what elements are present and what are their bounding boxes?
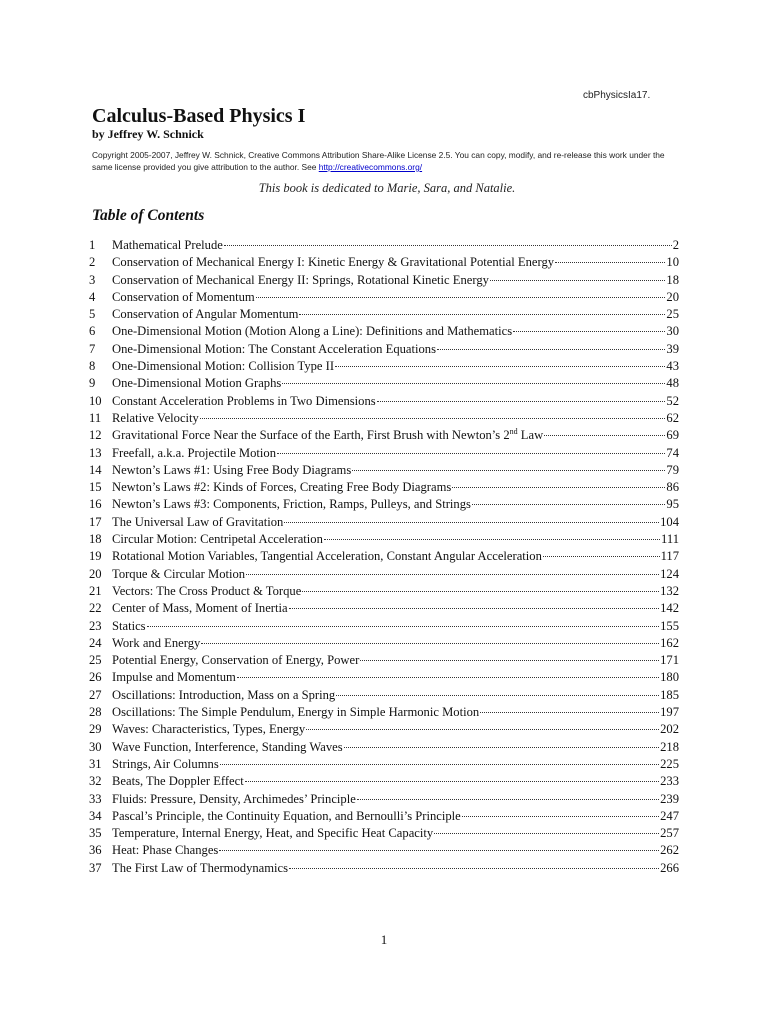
creative-commons-link[interactable]: http://creativecommons.org/	[318, 162, 423, 172]
toc-entry-number: 32	[89, 774, 102, 789]
toc-entry-title: Oscillations: Introduction, Mass on a Spring	[112, 687, 336, 702]
toc-dot-leader	[544, 435, 665, 436]
toc-entry-page: 86	[666, 480, 679, 495]
toc-dot-leader	[200, 418, 666, 419]
toc-entry-title: Newton’s Laws #3: Components, Friction, Ramps, Pulleys, and Strings	[112, 497, 471, 512]
toc-entry[interactable]	[89, 808, 679, 825]
toc-entry-number: 3	[89, 272, 96, 287]
toc-entry-number: 18	[89, 532, 102, 547]
toc-entry-title: Heat: Phase Changes	[112, 843, 219, 858]
toc-entry-page: 142	[660, 601, 679, 616]
toc-entry[interactable]	[89, 687, 679, 704]
toc-dot-leader	[344, 747, 659, 748]
toc-entry-page: 257	[660, 826, 679, 841]
toc-entry[interactable]	[89, 358, 679, 375]
toc-entry-title: Vectors: The Cross Product & Torque	[112, 583, 302, 598]
toc-entry-title: Statics	[112, 618, 146, 633]
toc-entry-number: 2	[89, 255, 96, 270]
toc-dot-leader	[299, 314, 665, 315]
toc-entry-page: 233	[660, 774, 679, 789]
toc-entry[interactable]	[89, 531, 679, 548]
toc-dot-leader	[306, 729, 659, 730]
document-id: cbPhysicsIa17.	[583, 90, 651, 101]
toc-entry-page: 202	[660, 722, 679, 737]
toc-entry-number: 14	[89, 462, 102, 477]
page-title: Calculus-Based Physics I	[92, 105, 306, 127]
toc-entry-title: Fluids: Pressure, Density, Archimedes’ Principle	[112, 791, 356, 806]
toc-dot-leader	[472, 504, 665, 505]
toc-entry-page: 124	[660, 566, 679, 581]
toc-entry[interactable]	[89, 825, 679, 842]
toc-entry[interactable]	[89, 773, 679, 790]
toc-entry-number: 1	[89, 238, 96, 252]
toc-entry-page: 185	[660, 687, 679, 702]
toc-entry-title: Relative Velocity	[112, 410, 199, 425]
author-line: by Jeffrey W. Schnick	[92, 127, 204, 141]
toc-entry-number: 23	[89, 618, 102, 633]
toc-entry[interactable]	[89, 548, 679, 565]
toc-entry[interactable]	[89, 704, 679, 721]
toc-entry-page: 74	[666, 445, 679, 460]
toc-entry-page: 95	[666, 497, 679, 512]
toc-entry[interactable]	[89, 306, 679, 323]
toc-entry-page: 69	[666, 428, 679, 443]
toc-entry[interactable]	[89, 721, 679, 738]
toc-entry-title: Pascal’s Principle, the Continuity Equation, and Bernoulli’s Principle	[112, 808, 461, 823]
toc-entry[interactable]	[89, 272, 679, 289]
toc-entry-page: 117	[660, 549, 679, 564]
toc-entry-page: 52	[666, 393, 679, 408]
toc-entry[interactable]	[89, 375, 679, 392]
toc-entry[interactable]	[89, 739, 679, 756]
toc-entry-number: 10	[89, 393, 102, 408]
toc-entry-page: 132	[660, 583, 679, 598]
toc-dot-leader	[246, 574, 659, 575]
toc-dot-leader	[335, 366, 665, 367]
toc-entry-number: 27	[89, 687, 102, 702]
toc-entry-title: Torque & Circular Motion	[112, 566, 246, 581]
toc-entry-page: 104	[660, 514, 679, 529]
toc-entry-title: Work and Energy	[112, 635, 201, 650]
table-of-contents	[89, 237, 679, 877]
toc-dot-leader	[377, 401, 666, 402]
toc-entry-title: One-Dimensional Motion Graphs	[112, 376, 282, 391]
toc-dot-leader	[201, 643, 659, 644]
toc-entry-title: Conservation of Angular Momentum	[112, 307, 299, 322]
toc-entry-number: 4	[89, 289, 96, 304]
toc-entry-title: Potential Energy, Conservation of Energy, Power	[112, 653, 360, 668]
toc-entry-number: 30	[89, 739, 102, 754]
toc-dot-leader	[256, 297, 666, 298]
toc-entry-superscript: nd	[509, 427, 518, 437]
toc-dot-leader	[352, 470, 665, 471]
toc-dot-leader	[324, 539, 660, 540]
toc-dot-leader	[480, 712, 659, 713]
toc-entry[interactable]	[89, 341, 679, 358]
toc-entry[interactable]	[89, 323, 679, 340]
toc-entry[interactable]	[89, 254, 679, 271]
toc-entry-title: Conservation of Momentum	[112, 289, 255, 304]
copyright-text: Copyright 2005-2007, Jeffrey W. Schnick, Creative Commons Attribution Share-Alike License 2.5. You can copy, modify, and re-release this work under the same license provided you give attribution to the author. See	[92, 150, 665, 172]
toc-dot-leader	[302, 591, 659, 592]
toc-entry-title: One-Dimensional Motion: The Constant Acceleration Equations	[112, 341, 436, 356]
toc-dot-leader	[147, 626, 660, 627]
toc-entry[interactable]	[89, 860, 679, 877]
toc-entry-title: One-Dimensional Motion (Motion Along a Line): Definitions and Mathematics	[112, 324, 513, 339]
toc-entry-number: 9	[89, 376, 96, 391]
toc-entry[interactable]	[89, 635, 679, 652]
toc-entry-number: 5	[89, 307, 96, 322]
toc-entry-title: Newton’s Laws #2: Kinds of Forces, Creating Free Body Diagrams	[112, 480, 452, 495]
toc-entry-title: Impulse and Momentum	[112, 670, 236, 685]
toc-entry-page: 197	[660, 705, 679, 720]
page-number: 1	[380, 932, 388, 947]
toc-entry-page: 2	[672, 238, 679, 252]
toc-dot-leader	[434, 833, 659, 834]
toc-entry-page: 247	[660, 808, 679, 823]
toc-entry-number: 35	[89, 826, 102, 841]
toc-heading: Table of Contents	[92, 207, 205, 224]
toc-entry-page: 30	[666, 324, 679, 339]
toc-entry-page: 111	[661, 532, 679, 547]
toc-entry-number: 37	[89, 860, 102, 875]
toc-entry-page: 79	[666, 462, 679, 477]
toc-entry-page: 218	[660, 739, 679, 754]
toc-entry-title: Conservation of Mechanical Energy II: Springs, Rotational Kinetic Energy	[112, 272, 489, 287]
toc-entry-number: 21	[89, 583, 102, 598]
toc-entry-title: Conservation of Mechanical Energy I: Kinetic Energy & Gravitational Potential Energy	[112, 255, 555, 270]
toc-entry-number: 15	[89, 480, 102, 495]
toc-entry-number: 19	[89, 549, 102, 564]
toc-entry-title: Temperature, Internal Energy, Heat, and Specific Heat Capacity	[112, 826, 434, 841]
toc-entry-page: 155	[660, 618, 679, 633]
toc-entry[interactable]	[89, 237, 679, 254]
toc-dot-leader	[513, 331, 665, 332]
toc-entry-number: 24	[89, 635, 102, 650]
toc-entry-page: 266	[660, 860, 679, 875]
toc-entry-page: 20	[666, 289, 679, 304]
toc-entry-page: 48	[666, 376, 679, 391]
toc-entry[interactable]	[89, 566, 679, 583]
toc-entry-title: Newton’s Laws #1: Using Free Body Diagrams	[112, 462, 352, 477]
toc-entry-title: The First Law of Thermodynamics	[112, 860, 289, 875]
toc-dot-leader	[437, 349, 665, 350]
toc-entry[interactable]	[89, 652, 679, 669]
toc-dot-leader	[282, 383, 665, 384]
toc-entry[interactable]	[89, 479, 679, 496]
toc-dot-leader	[224, 245, 672, 246]
toc-entry-number: 29	[89, 722, 102, 737]
toc-dot-leader	[237, 677, 659, 678]
toc-entry-title: Oscillations: The Simple Pendulum, Energy in Simple Harmonic Motion	[112, 705, 480, 720]
toc-entry-title: Waves: Characteristics, Types, Energy	[112, 722, 306, 737]
toc-entry-title: Wave Function, Interference, Standing Waves	[112, 739, 343, 754]
toc-entry-number: 33	[89, 791, 102, 806]
toc-entry-page: 225	[660, 756, 679, 771]
toc-entry-number: 13	[89, 445, 102, 460]
toc-dot-leader	[543, 556, 660, 557]
toc-dot-leader	[289, 608, 660, 609]
toc-entry-number: 22	[89, 601, 102, 616]
toc-dot-leader	[360, 660, 659, 661]
toc-dot-leader	[462, 816, 659, 817]
toc-dot-leader	[357, 799, 659, 800]
toc-entry-number: 7	[89, 341, 96, 356]
toc-entry[interactable]	[89, 600, 679, 617]
toc-entry-number: 6	[89, 324, 96, 339]
toc-dot-leader	[245, 781, 659, 782]
toc-entry[interactable]	[89, 289, 679, 306]
toc-entry-page: 239	[660, 791, 679, 806]
toc-dot-leader	[490, 280, 665, 281]
toc-entry-page: 25	[666, 307, 679, 322]
dedication: This book is dedicated to Marie, Sara, and Natalie.	[258, 181, 516, 195]
toc-entry-title: The Universal Law of Gravitation	[112, 514, 284, 529]
toc-entry-title: Strings, Air Columns	[112, 756, 219, 771]
toc-entry[interactable]	[89, 583, 679, 600]
toc-entry-number: 12	[89, 428, 102, 443]
copyright-notice	[92, 149, 672, 173]
toc-dot-leader	[336, 695, 659, 696]
toc-entry-page: 18	[666, 272, 679, 287]
toc-entry-number: 17	[89, 514, 102, 529]
toc-entry-title: Rotational Motion Variables, Tangential Acceleration, Constant Angular Acceleration	[112, 549, 542, 564]
toc-entry-page: 262	[660, 843, 679, 858]
toc-entry-title: One-Dimensional Motion: Collision Type II	[112, 359, 335, 374]
toc-entry[interactable]	[89, 514, 679, 531]
toc-entry-number: 31	[89, 756, 102, 771]
toc-dot-leader	[219, 850, 659, 851]
toc-entry-number: 8	[89, 359, 96, 374]
toc-entry-title: Center of Mass, Moment of Inertia	[112, 601, 288, 616]
toc-entry[interactable]	[89, 393, 679, 410]
toc-entry-page: 39	[666, 341, 679, 356]
toc-entry-page: 43	[666, 359, 679, 374]
toc-entry-title: Constant Acceleration Problems in Two Dimensions	[112, 393, 376, 408]
toc-entry-number: 26	[89, 670, 102, 685]
toc-entry[interactable]	[89, 669, 679, 686]
toc-entry-page: 162	[660, 635, 679, 650]
toc-entry[interactable]	[89, 496, 679, 513]
toc-entry-number: 25	[89, 653, 102, 668]
toc-entry[interactable]	[89, 618, 679, 635]
toc-entry[interactable]	[89, 427, 679, 444]
toc-entry-number: 28	[89, 705, 102, 720]
toc-dot-leader	[555, 262, 665, 263]
toc-entry-number: 16	[89, 497, 102, 512]
toc-entry[interactable]	[89, 791, 679, 808]
toc-dot-leader	[220, 764, 659, 765]
toc-entry-page: 171	[660, 653, 679, 668]
toc-entry[interactable]	[89, 462, 679, 479]
toc-entry-page: 62	[666, 410, 679, 425]
toc-entry-title: Mathematical Prelude	[112, 238, 223, 252]
toc-entry[interactable]	[89, 842, 679, 859]
toc-entry-title: Gravitational Force Near the Surface of the Earth, First Brush with Newton’s 2nd Law	[112, 427, 544, 443]
toc-entry[interactable]	[89, 410, 679, 427]
toc-dot-leader	[284, 522, 659, 523]
toc-entry[interactable]	[89, 756, 679, 773]
toc-entry-page: 180	[660, 670, 679, 685]
toc-entry-number: 36	[89, 843, 102, 858]
toc-entry[interactable]	[89, 445, 679, 462]
toc-dot-leader	[289, 868, 659, 869]
toc-entry-title: Circular Motion: Centripetal Acceleration	[112, 532, 323, 547]
toc-entry-title: Beats, The Doppler Effect	[112, 774, 244, 789]
toc-entry-number: 20	[89, 566, 102, 581]
toc-entry-number: 34	[89, 808, 102, 823]
toc-entry-number: 11	[89, 410, 102, 425]
toc-entry-page: 10	[666, 255, 679, 270]
toc-entry-title: Freefall, a.k.a. Projectile Motion	[112, 445, 277, 460]
toc-dot-leader	[277, 453, 665, 454]
toc-dot-leader	[452, 487, 665, 488]
